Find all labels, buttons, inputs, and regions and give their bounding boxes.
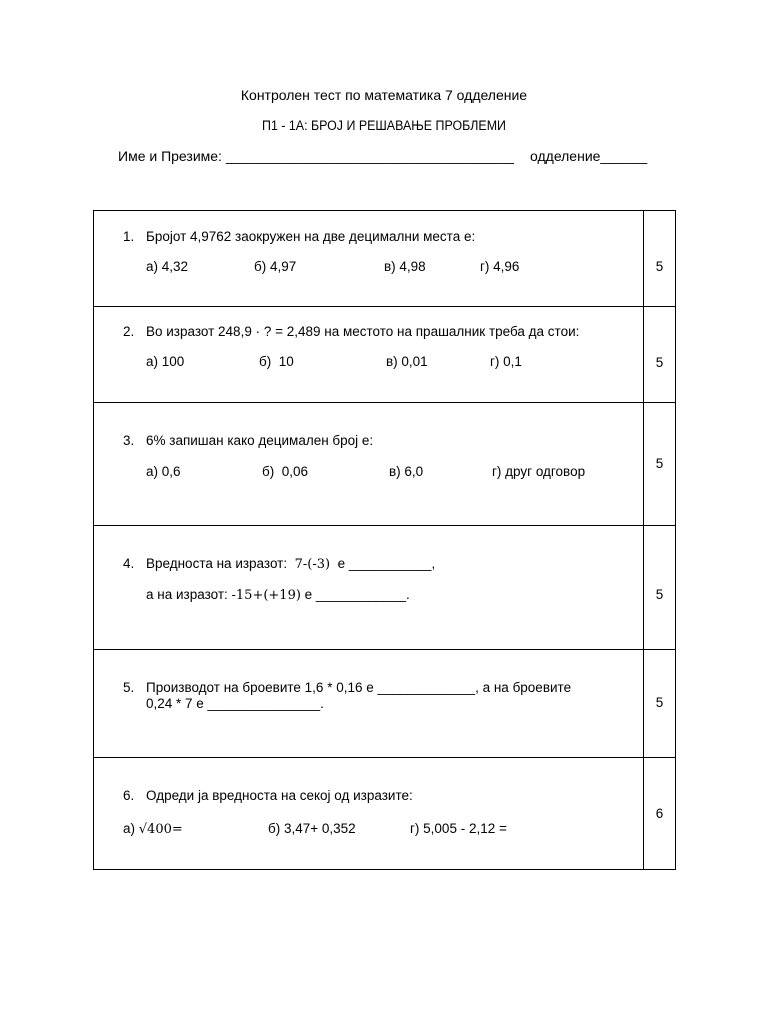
option-g: г) друг одговор [492, 464, 586, 479]
points-value: 5 [655, 259, 664, 274]
question-row-1 [94, 211, 675, 306]
question-row-3 [94, 402, 675, 526]
question-number: 6. [123, 788, 135, 803]
points-value: 5 [655, 587, 664, 602]
points-value: 5 [655, 456, 664, 471]
expression-prefix: а на изразот: [146, 587, 232, 602]
question-text: Одреди ја вредноста на секој од изразите: [146, 788, 413, 803]
expression-prefix: Вредноста на изразот: [146, 556, 295, 571]
answer-blank: е ___________, [330, 556, 436, 571]
option-v: в) 0,01 [386, 354, 428, 369]
page-title: Контролен тест по математика 7 одделение [240, 87, 528, 103]
option-a-label: а) [123, 821, 139, 836]
question-number: 5. [123, 680, 135, 695]
option-g: г) 0,1 [490, 354, 522, 369]
question-row-6 [94, 757, 675, 870]
points-value: 6 [655, 806, 664, 821]
points-value: 5 [655, 355, 664, 370]
points-value: 5 [655, 695, 664, 710]
option-a: а) 100 [146, 354, 185, 369]
question-line-1: Производот на броевите 1,6 * 0,16 е _____________, а на броевите [146, 680, 572, 695]
option-b: б) 10 [259, 354, 294, 369]
question-text: 6% запишан како децимален број е: [146, 433, 374, 448]
answer-blank: е ____________. [300, 587, 410, 602]
question-number: 2. [123, 324, 135, 339]
question-line-1 [146, 556, 435, 572]
name-field-label: Име и Презиме: _____________________________________ [118, 148, 514, 164]
question-row-2 [94, 306, 675, 403]
option-b: б) 3,47+ 0,352 [268, 821, 356, 836]
option-g: г) 5,005 - 2,12 = [410, 821, 507, 836]
sqrt-expression: √400= [138, 822, 183, 837]
question-text: Бројот 4,9762 заокружен на две децимални места е: [146, 229, 476, 244]
question-line-2: 0,24 * 7 е _______________. [146, 696, 324, 711]
option-b: б) 4,97 [254, 259, 297, 274]
question-number: 4. [123, 556, 135, 571]
test-table [93, 210, 676, 870]
option-a: а) 4,32 [146, 259, 189, 274]
option-a [123, 821, 183, 837]
math-expression: -15+(+19) [231, 588, 301, 603]
question-line-2 [146, 587, 410, 603]
question-text: Во изразот 248,9 · ? = 2,489 на местото на прашалник треба да стои: [146, 324, 580, 339]
option-v: в) 6,0 [389, 464, 424, 479]
option-v: в) 4,98 [384, 259, 426, 274]
question-number: 3. [123, 433, 135, 448]
question-number: 1. [123, 229, 135, 244]
option-b: б) 0,06 [262, 464, 309, 479]
question-row-5 [94, 649, 675, 758]
class-field-label: одделение______ [530, 148, 648, 164]
option-g: г) 4,96 [480, 259, 520, 274]
math-expression: 7-(-3) [294, 557, 331, 572]
option-a: а) 0,6 [146, 464, 181, 479]
page-subtitle: П1 - 1А: БРОЈ И РЕШАВАЊЕ ПРОБЛЕМИ [262, 118, 506, 133]
question-row-4 [94, 525, 675, 650]
